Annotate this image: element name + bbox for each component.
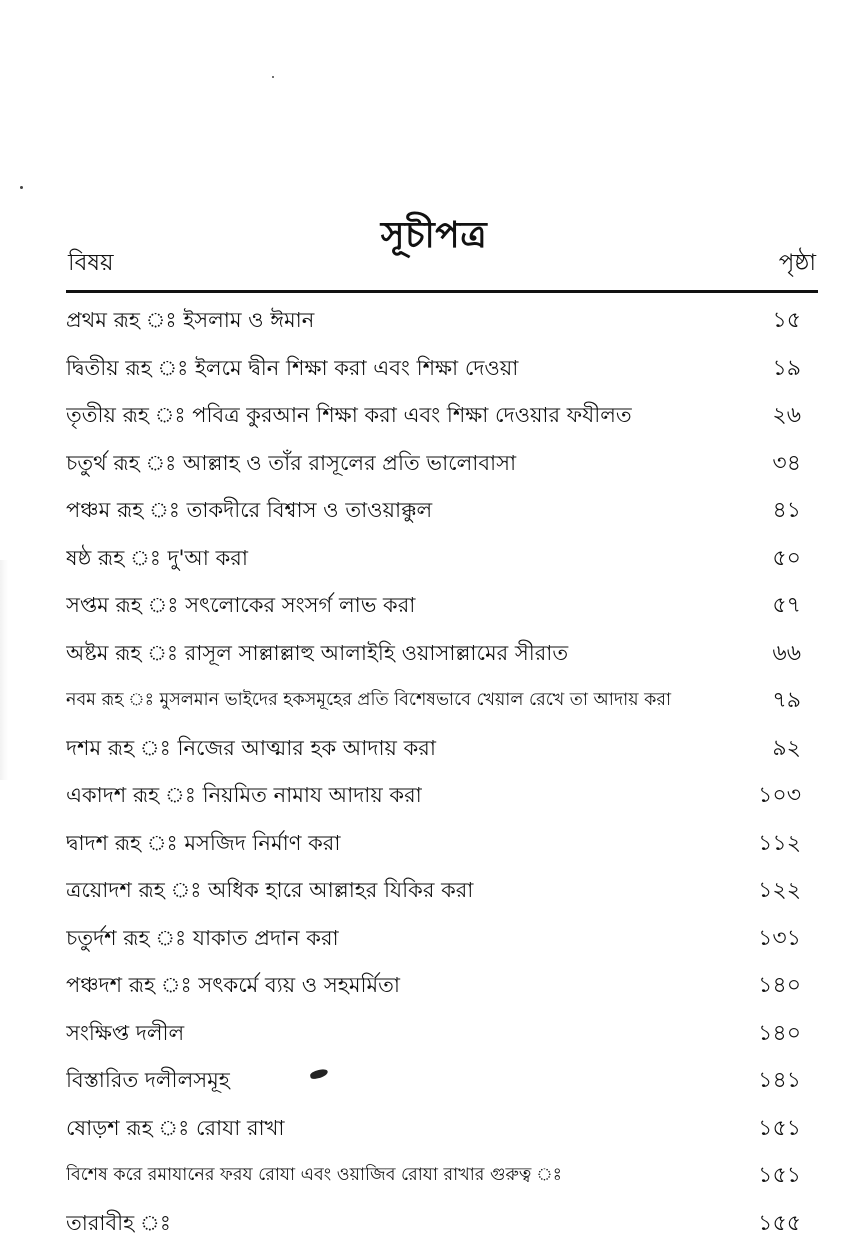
toc-entry-title: অষ্টম রূহ ঃ রাসূল সাল্লাল্লাহু আলাইহি ওয়াসাল্লামের সীরাত [66,637,711,672]
toc-entry-title: ত্রয়োদশ রূহ ঃ অধিক হারে আল্লাহর যিকির করা [66,874,711,909]
toc-entry-title: একাদশ রূহ ঃ নিয়মিত নামায আদায় করা [66,779,711,814]
toc-entry-title: বিস্তারিত দলীলসমূহ [66,1064,711,1099]
toc-entry [66,393,801,441]
toc-entry-page: ৪১ [711,493,801,530]
toc-entry-title: দ্বাদশ রূহ ঃ মসজিদ নির্মাণ করা [66,827,711,862]
toc-entry [66,298,801,346]
toc-entry-title: সপ্তম রূহ ঃ সৎলোকের সংসর্গ লাভ করা [66,589,711,624]
header-divider [66,290,818,293]
toc-entry-page: ৫০ [711,541,801,578]
toc-entry-page: ৫৭ [711,588,801,625]
toc-entry [66,916,801,964]
scan-edge-shadow [0,560,8,780]
toc-entry-page: ১৪১ [711,1063,801,1100]
toc-entry-title: দ্বিতীয় রূহ ঃ ইলমে দ্বীন শিক্ষা করা এবং শিক্ষা দেওয়া [66,352,711,387]
scan-speck [272,76,274,78]
toc-entry-title: ষষ্ঠ রূহ ঃ দু'আ করা [66,542,711,577]
toc-entry [66,1011,801,1059]
toc-entry-title: নবম রূহ ঃ মুসলমান ভাইদের হকসমূহের প্রতি বিশেষভাবে খেয়াল রেখে তা আদায় করা [66,687,711,716]
toc-entry [66,441,801,489]
toc-entry [66,821,801,869]
toc-entry-page: ২৬ [711,398,801,435]
toc-entry-page: ১৪০ [711,968,801,1005]
toc-entry-page: ১৯ [711,351,801,388]
toc-entry [66,631,801,679]
toc-entry [66,536,801,584]
toc-entry [66,583,801,631]
toc-entry [66,1058,801,1106]
toc-entry [66,346,801,394]
toc-entry-page: ৩৪ [711,446,801,483]
toc-entry-title: পঞ্চম রূহ ঃ তাকদীরে বিশ্বাস ও তাওয়াক্কুল [66,494,711,529]
scan-speck [20,186,23,189]
toc-header-row [68,245,816,285]
toc-entry-page: ১৫ [711,303,801,340]
toc-entry [66,488,801,536]
toc-entry-title: চতুর্থ রূহ ঃ আল্লাহ ও তাঁর রাসূলের প্রতি ভালোবাসা [66,447,711,482]
toc-entry-page: ১০৩ [711,778,801,815]
toc-entry-page: ৭৯ [711,683,801,720]
toc-entry-page: ১২২ [711,873,801,910]
toc-entry-title: প্রথম রূহ ঃ ইসলাম ও ঈমান [66,304,711,339]
toc-entry-page: ১৪০ [711,1016,801,1053]
toc-entry [66,773,801,821]
toc-entry-title: বিশেষ করে রমাযানের ফরয রোযা এবং ওয়াজিব রোযা রাখার গুরুত্ব ঃ [66,1162,711,1191]
toc-entry-page: ১১২ [711,826,801,863]
toc-entry-title: ষোড়শ রূহ ঃ রোযা রাখা [66,1112,711,1147]
toc-entry [66,1153,801,1201]
toc-entry-title: তারাবীহ ঃ [66,1207,711,1242]
toc-entry-page: ১৩১ [711,921,801,958]
toc-entry-page: ১৫১ [711,1111,801,1148]
toc-entry [66,1106,801,1154]
toc-entry [66,963,801,1011]
page-column-header: পৃষ্ঠা [779,245,816,281]
toc-entry [66,1201,801,1248]
toc-entry-page: ১৫১ [711,1158,801,1195]
toc-list [66,298,801,1248]
toc-entry-page: ১৫৫ [711,1206,801,1243]
toc-entry-title: সংক্ষিপ্ত দলীল [66,1017,711,1052]
subject-column-header: বিষয় [68,245,114,281]
toc-entry-title: চতুর্দশ রূহ ঃ যাকাত প্রদান করা [66,922,711,957]
page-title: সূচীপত্র [0,212,868,260]
toc-entry-title: দশম রূহ ঃ নিজের আত্মার হক আদায় করা [66,732,711,767]
toc-entry-title: তৃতীয় রূহ ঃ পবিত্র কুরআন শিক্ষা করা এবং শিক্ষা দেওয়ার ফযীলত [66,399,711,434]
toc-entry-page: ৬৬ [711,636,801,673]
toc-entry [66,678,801,726]
toc-entry-title: পঞ্চদশ রূহ ঃ সৎকর্মে ব্যয় ও সহমর্মিতা [66,969,711,1004]
toc-entry [66,726,801,774]
toc-entry-page: ৯২ [711,731,801,768]
toc-entry [66,868,801,916]
